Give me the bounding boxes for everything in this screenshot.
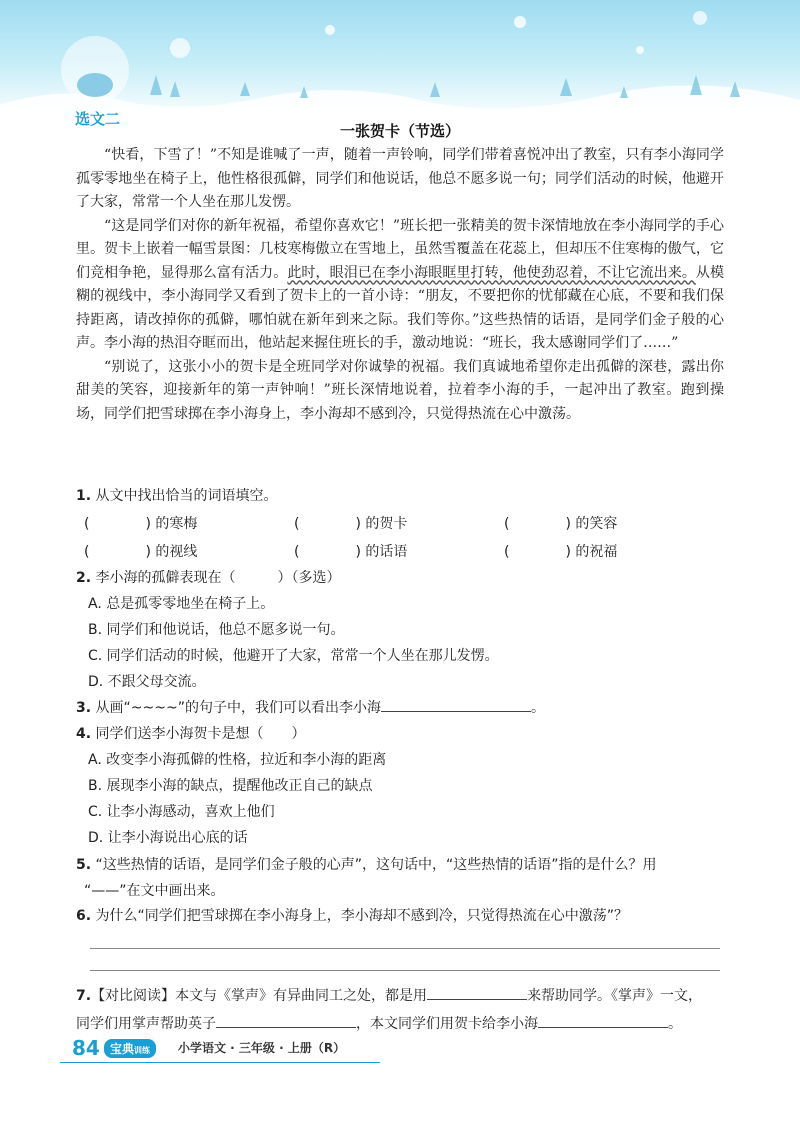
brand-logo: 宝典训练 [104,1039,156,1058]
subject-label: 小学语文 · 三年级 · 上册（R） [178,1041,346,1055]
option-a[interactable]: A. 改变李小海孤僻的性格，拉近和李小海的距离 [88,752,387,768]
fill-blank[interactable]: ( ) 的贺卡 [294,516,408,532]
winter-banner [0,0,800,120]
fill-blank[interactable]: ( ) 的视线 [84,544,198,560]
fill-blank[interactable]: ( ) 的话语 [294,544,408,560]
snow-scene-illustration [0,0,800,120]
question-6: 6. 为什么“同学们把雪球掷在李小海身上，李小海却不感到冷，只觉得热流在心中激荡”？ [76,908,629,924]
question-4: 4. 同学们送李小海贺卡是想（ ） A. 改变李小海孤僻的性格，拉近和李小海的距离 B. 展现李小海的缺点，提醒他改正自己的缺点 C. 让李小海感动，喜欢上他们 D. 让李小海说出心底的话 [76,721,726,851]
answer-blank[interactable] [216,1013,356,1028]
wavy-line-mark: ~~~~ [130,700,178,716]
answer-line[interactable] [90,948,720,949]
reading-passage [76,144,724,426]
option-c[interactable]: C. 同学们活动的时候，他避开了大家，常常一个人坐在那儿发愣。 [88,648,499,664]
paragraph-2 [76,215,724,356]
answer-line[interactable] [90,970,720,971]
fill-row-1 [76,513,726,533]
fill-row-2 [76,541,726,561]
fill-blank[interactable]: ( ) 的祝福 [504,544,618,560]
answer-blank[interactable] [538,1013,668,1028]
question-1: 1. 从文中找出恰当的词语填空。 ( ) 的寒梅 ( ) 的贺卡 ( ) 的笑容 ( ) 的视线 ( ) 的话语 ( ) 的祝福 [76,485,726,561]
article-title: 一张贺卡（节选） [339,122,460,140]
fill-blank[interactable]: ( ) 的笑容 [504,516,618,532]
footer-divider [60,1062,380,1063]
question-6-text: 为什么“同学们把雪球掷在李小海身上，李小海却不感到冷，只觉得热流在心中激荡”？ [95,908,629,924]
option-c[interactable]: C. 让李小海感动，喜欢上他们 [88,804,275,820]
option-b[interactable]: B. 同学们和他说话，他总不愿多说一句。 [88,622,345,638]
question-4-text: 同学们送李小海贺卡是想（ ） [95,726,306,742]
paragraph-2-part-2: 从模糊的视线中，李小海同学又看到了贺卡上的一首小诗：“朋友，不要把你的忧郁藏在心底，不要和我们保持距离，请改掉你的孤僻，哪怕就在新年到来之际。我们等你。”这些热情的话语，是同学们金子般的心声。李小海的热泪夺眶而出，他站起来握住班长的手，激动地说：“班长，我太感谢同学们了……” [76,264,725,351]
page-number: 84 [72,1036,100,1060]
answer-blank[interactable] [427,985,527,1000]
page-footer [60,1036,740,1060]
fill-blank[interactable]: ( ) 的寒梅 [84,516,198,532]
question-7: 7.【对比阅读】本文与《掌声》有异曲同工之处，都是用 来帮助同学。《掌声》一文， 同学们用掌声帮助英子 ，本文同学们用贺卡给李小海 。 [76,982,726,1038]
option-d[interactable]: D. 让李小海说出心底的话 [88,830,248,846]
answer-blank[interactable] [381,697,531,712]
question-1-text: 从文中找出恰当的词语填空。 [95,488,278,504]
question-2-text: 李小海的孤僻表现在（ ）（多选） [95,570,341,586]
question-3: 3. 从画“~~~~”的句子中，我们可以看出李小海 。 [76,697,726,717]
paragraph-1: “快看，下雪了！”不知是谁喊了一声，随着一声铃响，同学们带着喜悦冲出了教室，只有李小海同学孤零零地坐在椅子上，他性格很孤僻，同学们和他说话，他总不愿多说一句；同学们活动的时候，他避开了大家，常常一个人坐在那儿发愣。 [76,147,724,210]
option-b[interactable]: B. 展现李小海的缺点，提醒他改正自己的缺点 [88,778,373,794]
wavy-underlined-sentence: 此时，眼泪已在李小海眼眶里打转，他使劲忍着，不让它流出来。 [287,264,696,281]
option-a[interactable]: A. 总是孤零零地坐在椅子上。 [88,596,275,612]
option-d[interactable]: D. 不跟父母交流。 [88,674,206,690]
section-tag: 选文二 [75,110,121,128]
paragraph-3: “别说了，这张小小的贺卡是全班同学对你诚挚的祝福。我们真诚地希望你走出孤僻的深巷，露出你甜美的笑容，迎接新年的第一声钟响！”班长深情地说着，拉着李小海的手，一起冲出了教室。跑到操场，同学们把雪球掷在李小海身上，李小海却不感到冷，只觉得热流在心中激荡。 [76,358,724,422]
question-5: 5. “这些热情的话语，是同学们金子般的心声”，这句话中，“这些热情的话语”指的是什么？用 “——”在文中画出来。 [76,857,657,899]
question-2: 2. 李小海的孤僻表现在（ ）（多选） A. 总是孤零零地坐在椅子上。 B. 同学们和他说话，他总不愿多说一句。 C. 同学们活动的时候，他避开了大家，常常一个人坐在那儿发愣。 D. 不跟父母交流。 [76,565,726,695]
paragraph-2-part-1: “这是同学们对你的新年祝福，希望你喜欢它！”班长把一张精美的贺卡深情地放在李小海同学的手心里。贺卡上嵌着一幅雪景图：几枝寒梅傲立在雪地上，虽然雪覆盖在花蕊上，但却压不住寒梅的傲气，它们竞相争艳，显得那么富有活力。 [76,217,724,281]
